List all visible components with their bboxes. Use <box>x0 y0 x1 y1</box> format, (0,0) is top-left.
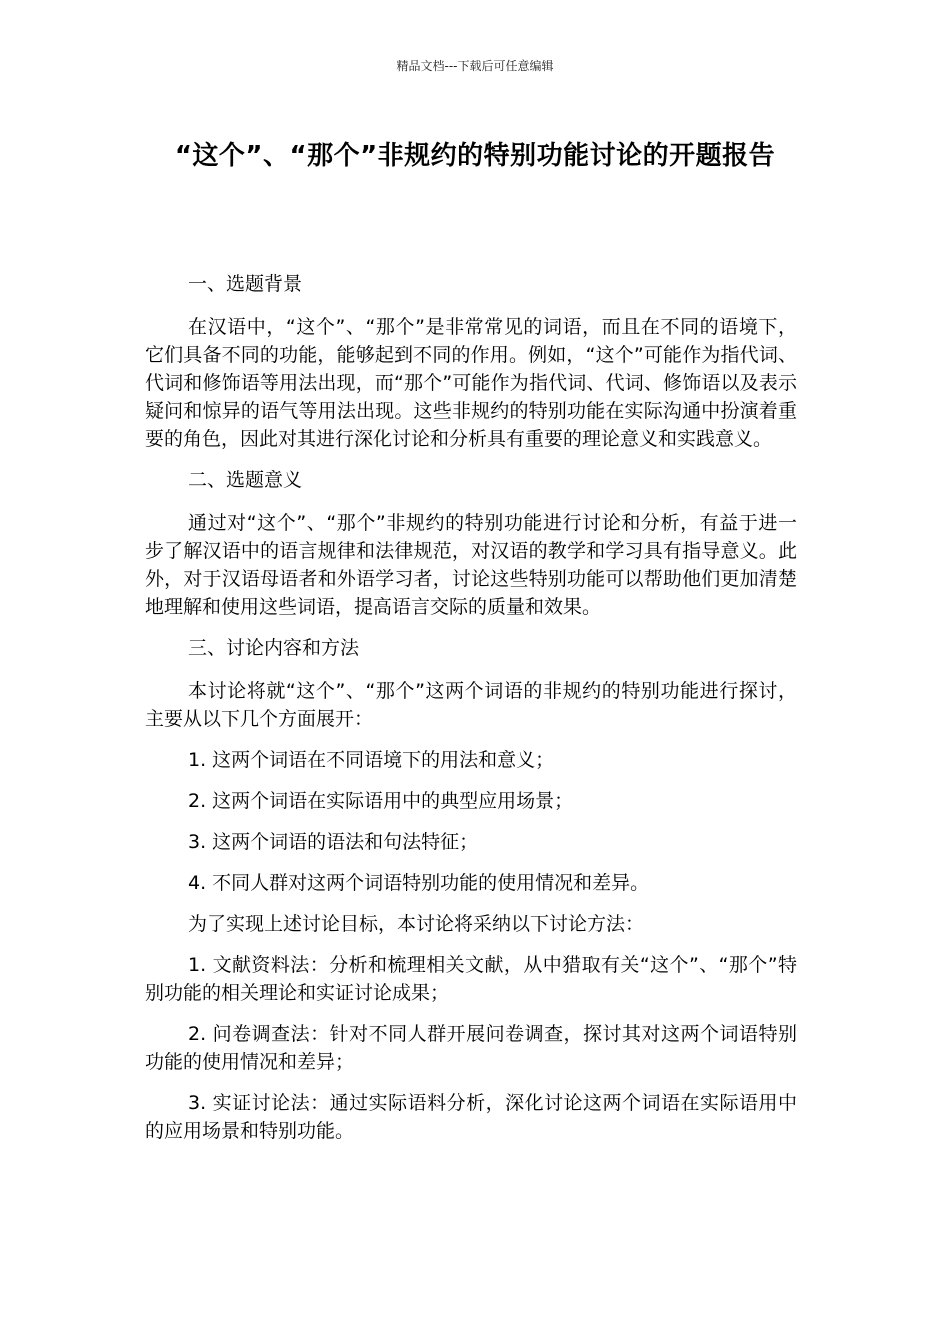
paragraph-background: 在汉语中，“这个”、“那个”是非常常见的词语，而且在不同的语境下，它们具备不同的功能，能够起到不同的作用。例如，“这个”可能作为指代词、代词和修饰语等用法出现，而“那个”可能作为指代词、代词、修饰语以及表示疑问和惊异的语气等用法出现。这些非规约的特别功能在实际沟通中扮演着重要的角色，因此对其进行深化讨论和分析具有重要的理论意义和实践意义。 <box>145 316 797 450</box>
list-item-method-2: 2. 问卷调查法：针对不同人群开展问卷调查，探讨其对这两个词语特别功能的使用情况和差异； <box>145 1023 797 1073</box>
document-title: “这个”、“那个”非规约的特别功能讨论的开题报告 <box>174 141 776 171</box>
paragraph-content-intro: 本讨论将就“这个”、“那个”这两个词语的非规约的特别功能进行探讨，主要从以下几个方面展开： <box>145 680 797 730</box>
page-header: 精品文档---下载后可任意编辑 <box>396 59 554 73</box>
document-body <box>145 270 797 1158</box>
paragraph-significance: 通过对“这个”、“那个”非规约的特别功能进行讨论和分析，有益于进一步了解汉语中的语言规律和法律规范，对汉语的教学和学习具有指导意义。此外，对于汉语母语者和外语学习者，讨论这些特别功能可以帮助他们更加清楚地理解和使用这些词语，提高语言交际的质量和效果。 <box>145 512 797 618</box>
list-item-content-1: 1. 这两个词语在不同语境下的用法和意义； <box>188 749 555 771</box>
paragraph-methods-intro: 为了实现上述讨论目标，本讨论将采纳以下讨论方法： <box>188 913 645 935</box>
list-item-content-3: 3. 这两个词语的语法和句法特征； <box>188 831 479 853</box>
list-item-method-1: 1. 文献资料法：分析和梳理相关文献，从中猎取有关“这个”、“那个”特别功能的相关理论和实证讨论成果； <box>145 954 797 1004</box>
list-item-method-3: 3. 实证讨论法：通过实际语料分析，深化讨论这两个词语在实际语用中的应用场景和特别功能。 <box>145 1092 797 1142</box>
list-item-content-2: 2. 这两个词语在实际语用中的典型应用场景； <box>188 790 574 812</box>
list-item-content-4: 4. 不同人群对这两个词语特别功能的使用情况和差异。 <box>188 872 650 894</box>
section-heading-significance: 二、选题意义 <box>188 469 303 491</box>
section-heading-content-methods: 三、讨论内容和方法 <box>188 637 360 659</box>
section-heading-background: 一、选题背景 <box>188 273 303 295</box>
